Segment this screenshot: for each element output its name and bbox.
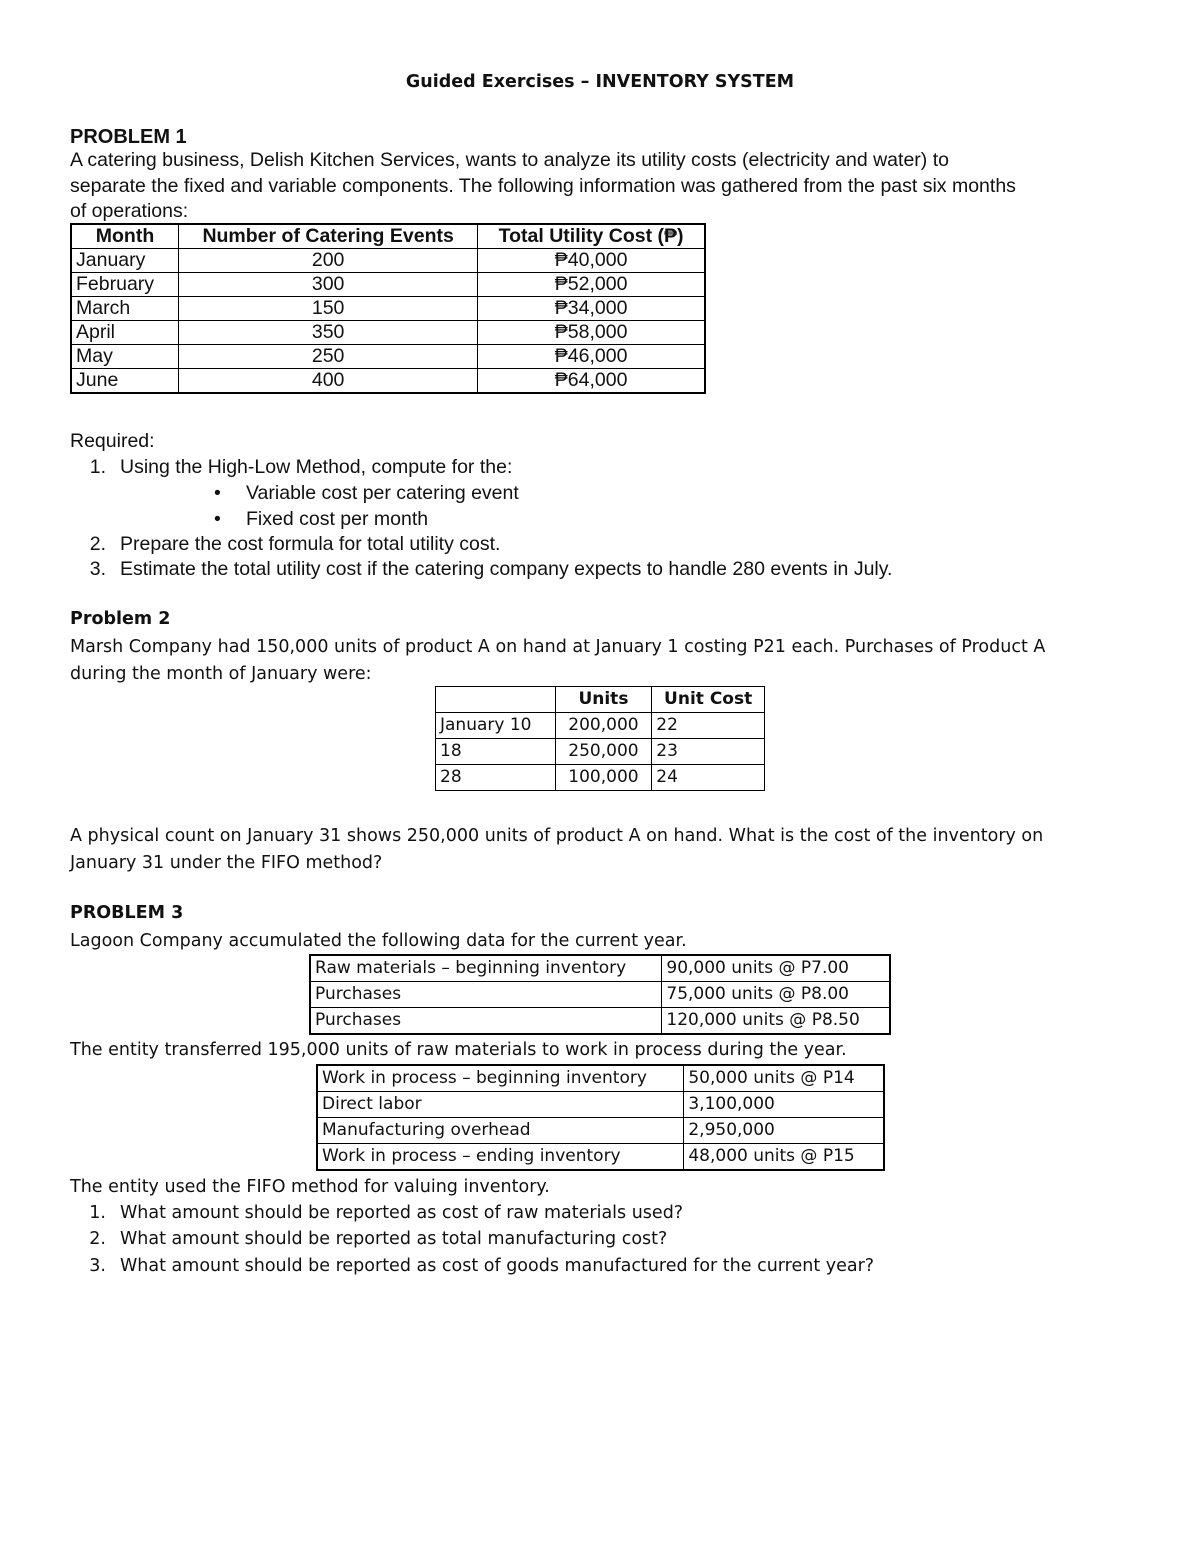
cost-cell: ₱52,000	[478, 273, 705, 297]
raw-materials-table	[309, 954, 891, 1035]
table-row	[317, 1118, 884, 1144]
problem-2-line: Marsh Company had 150,000 units of product A on hand at January 1 costing P21 each. Purchases of Product A	[70, 637, 1046, 657]
transfer-text: The entity transferred 195,000 units of raw materials to work in process during the year.	[70, 1040, 847, 1060]
bullet-icon: •	[214, 508, 221, 530]
sub-item-1	[214, 481, 519, 507]
sub-item-2	[214, 507, 428, 533]
table-row	[436, 765, 765, 791]
events-cell: 350	[179, 321, 478, 345]
table-row	[317, 1144, 884, 1171]
month-cell: June	[71, 369, 179, 394]
problem-2-line: during the month of January were:	[70, 664, 372, 684]
item-cell: Work in process – beginning inventory	[317, 1065, 684, 1092]
table-row	[71, 249, 705, 273]
month-cell: May	[71, 345, 179, 369]
page-title: Guided Exercises – INVENTORY SYSTEM	[405, 72, 795, 92]
required-item-text: Estimate the total utility cost if the catering company expects to handle 280 events in July.	[120, 558, 893, 580]
item-cell: Manufacturing overhead	[317, 1118, 684, 1144]
problem-3-intro: Lagoon Company accumulated the following data for the current year.	[70, 931, 687, 951]
value-cell: 2,950,000	[684, 1118, 884, 1144]
required-item-text: Prepare the cost formula for total utility cost.	[120, 533, 501, 555]
problem-1-line: of operations:	[70, 200, 189, 222]
events-cell: 250	[179, 345, 478, 369]
problem-3-heading: PROBLEM 3	[70, 903, 184, 923]
required-item-1: 1. Using the High-Low Method, compute for the:	[89, 456, 513, 478]
bullet-icon: •	[214, 482, 221, 504]
purchases-table	[435, 686, 765, 791]
question-1: 1. What amount should be reported as cost of raw materials used?	[89, 1203, 684, 1223]
cost-cell: ₱46,000	[478, 345, 705, 369]
events-cell: 400	[179, 369, 478, 394]
table-row	[310, 1008, 890, 1035]
header-date	[436, 687, 556, 713]
question-text: What amount should be reported as cost of goods manufactured for the current year?	[120, 1256, 875, 1276]
value-cell: 50,000 units @ P14	[684, 1065, 884, 1092]
month-cell: January	[71, 249, 179, 273]
table-row	[317, 1065, 884, 1092]
item-cell: Raw materials – beginning inventory	[310, 955, 662, 982]
month-cell: February	[71, 273, 179, 297]
item-cell: Purchases	[310, 1008, 662, 1035]
header-units: Units	[555, 687, 652, 713]
required-item-2: 2. Prepare the cost formula for total utility cost.	[89, 533, 501, 555]
work-in-process-table	[316, 1064, 885, 1171]
events-cell: 150	[179, 297, 478, 321]
table-row	[436, 713, 765, 739]
value-cell: 48,000 units @ P15	[684, 1144, 884, 1171]
units-cell: 250,000	[555, 739, 652, 765]
required-item-3: 3. Estimate the total utility cost if the catering company expects to handle 280 events in July.	[89, 558, 893, 580]
question-3: 3. What amount should be reported as cost of goods manufactured for the current year?	[89, 1256, 875, 1276]
problem-2-description	[70, 634, 1160, 688]
events-cell: 200	[179, 249, 478, 273]
question-text: What amount should be reported as total manufacturing cost?	[120, 1229, 668, 1249]
header-unit-cost: Unit Cost	[652, 687, 765, 713]
units-cell: 200,000	[555, 713, 652, 739]
cost-cell: ₱58,000	[478, 321, 705, 345]
date-cell: 28	[436, 765, 556, 791]
problem-2-heading: Problem 2	[70, 609, 171, 629]
item-cell: Direct labor	[317, 1092, 684, 1118]
table-row	[71, 321, 705, 345]
sub-item-text: Variable cost per catering event	[246, 482, 519, 504]
header-events: Number of Catering Events	[179, 224, 478, 249]
table-row	[71, 369, 705, 394]
problem-2-question-line: January 31 under the FIFO method?	[70, 853, 383, 873]
month-cell: April	[71, 321, 179, 345]
table-row	[71, 297, 705, 321]
table-header-row	[436, 687, 765, 713]
item-cell: Work in process – ending inventory	[317, 1144, 684, 1171]
required-item-text: Using the High-Low Method, compute for the:	[120, 456, 513, 478]
problem-1-heading: PROBLEM 1	[70, 126, 187, 148]
item-cell: Purchases	[310, 982, 662, 1008]
utility-cost-table	[70, 223, 706, 394]
required-label: Required:	[70, 430, 155, 452]
problem-2-question-line: A physical count on January 31 shows 250,000 units of product A on hand. What is the cost of the inventory on	[70, 826, 1044, 846]
date-cell: 18	[436, 739, 556, 765]
units-cell: 100,000	[555, 765, 652, 791]
cost-cell: ₱40,000	[478, 249, 705, 273]
value-cell: 3,100,000	[684, 1092, 884, 1118]
cost-cell: ₱64,000	[478, 369, 705, 394]
table-row	[71, 273, 705, 297]
table-row	[317, 1092, 884, 1118]
problem-1-description	[70, 148, 1140, 225]
unit-cost-cell: 23	[652, 739, 765, 765]
header-cost: Total Utility Cost (₱)	[478, 224, 705, 249]
unit-cost-cell: 22	[652, 713, 765, 739]
question-2: 2. What amount should be reported as total manufacturing cost?	[89, 1229, 668, 1249]
value-cell: 120,000 units @ P8.50	[662, 1008, 890, 1035]
sub-item-text: Fixed cost per month	[246, 508, 429, 530]
unit-cost-cell: 24	[652, 765, 765, 791]
table-row	[436, 739, 765, 765]
value-cell: 90,000 units @ P7.00	[662, 955, 890, 982]
table-row	[310, 955, 890, 982]
value-cell: 75,000 units @ P8.00	[662, 982, 890, 1008]
header-month: Month	[71, 224, 179, 249]
problem-2-question	[70, 823, 1160, 877]
table-row	[310, 982, 890, 1008]
question-text: What amount should be reported as cost of raw materials used?	[120, 1203, 684, 1223]
cost-cell: ₱34,000	[478, 297, 705, 321]
table-header-row	[71, 224, 705, 249]
fifo-text: The entity used the FIFO method for valuing inventory.	[70, 1177, 550, 1197]
table-row	[71, 345, 705, 369]
problem-1-line: A catering business, Delish Kitchen Services, wants to analyze its utility costs (electricity and water) to	[70, 149, 949, 171]
month-cell: March	[71, 297, 179, 321]
events-cell: 300	[179, 273, 478, 297]
date-cell: January 10	[436, 713, 556, 739]
problem-1-line: separate the fixed and variable components. The following information was gathered from the past six months	[70, 174, 1016, 197]
